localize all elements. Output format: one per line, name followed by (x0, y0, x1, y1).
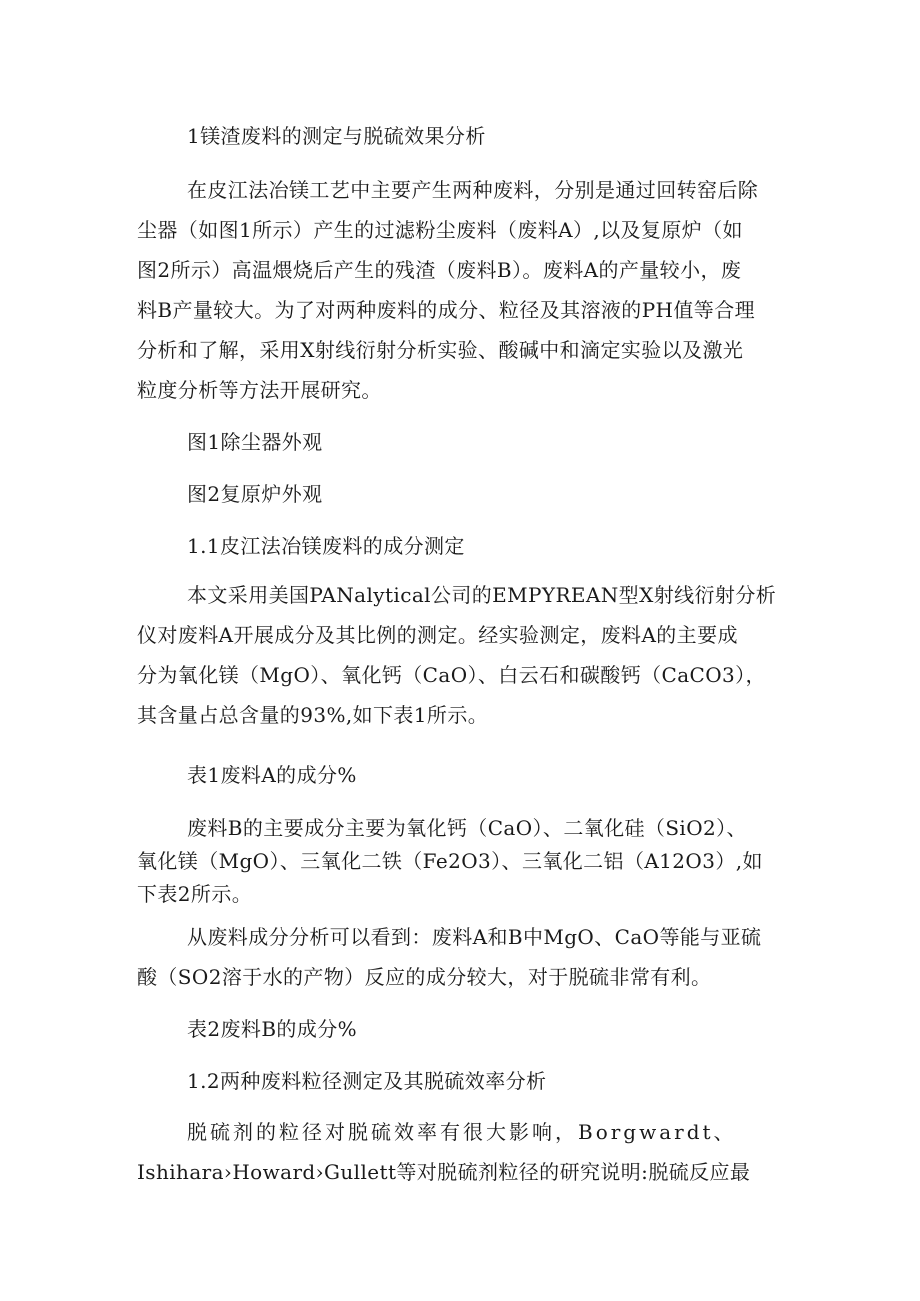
figure-2-caption: 图2复原炉外观 (187, 482, 323, 506)
paragraph-1-line-6: 粒度分析等方法开展研究。 (137, 378, 382, 402)
paragraph-3-line-3: 下表2所示。 (137, 882, 253, 906)
paragraph-1-line-2: 尘器（如图1所示）产生的过滤粉尘废料（废料A）,以及复原炉（如 (137, 218, 743, 242)
paragraph-1-line-3: 图2所示）高温煨烧后产生的残渣（废料B）。废料A的产量较小，废 (137, 258, 742, 282)
section-1-heading: 1镁渣废料的测定与脱硫效果分析 (187, 124, 486, 148)
section-1-1-heading: 1.1皮江法冶镁废料的成分测定 (187, 534, 465, 558)
paragraph-1-line-1: 在皮江法冶镁工艺中主要产生两种废料，分别是通过回转窑后除 (187, 178, 759, 202)
paragraph-1-line-4: 料B产量较大。为了对两种废料的成分、粒径及其溶液的PH值等合理 (137, 298, 755, 322)
paragraph-5-line-1: 脱硫剂的粒径对脱硫效率有很大影响，Borgwardt、 (187, 1120, 737, 1144)
paragraph-1-line-5: 分析和了解，采用X射线衍射分析实验、酸碱中和滴定实验以及激光 (137, 338, 744, 362)
paragraph-3-line-2: 氧化镁（MgO）、三氧化二铁（Fe2O3）、三氧化二铝（A12O3）,如 (137, 849, 763, 873)
paragraph-5-line-2: Ishihara›Howard›Gullett等对脱硫剂粒径的研究说明:脱硫反应最 (137, 1160, 751, 1184)
paragraph-2-line-1: 本文采用美国PANalytical公司的EMPYREAN型X射线衍射分析 (187, 583, 777, 607)
paragraph-2-line-3: 分为氧化镁（MgO）、氧化钙（CaO）、白云石和碳酸钙（CaCO3）， (137, 663, 766, 687)
paragraph-2-line-4: 其含量占总含量的93%,如下表1所示。 (137, 703, 489, 727)
section-1-2-heading: 1.2两种废料粒径测定及其脱硫效率分析 (187, 1069, 547, 1093)
table-2-caption: 表2废料B的成分% (187, 1017, 358, 1041)
paragraph-3-line-1: 废料B的主要成分主要为氧化钙（CaO）、二氧化硅（SiO2）、 (187, 816, 747, 840)
paragraph-4-line-1: 从废料成分分析可以看到：废料A和B中MgO、CaO等能与亚硫 (187, 925, 762, 949)
paragraph-2-line-2: 仪对废料A开展成分及其比例的测定。经实验测定，废料A的主要成 (137, 623, 738, 647)
paragraph-4-line-2: 酸（SO2溶于水的产物）反应的成分较大，对于脱硫非常有利。 (137, 965, 712, 989)
table-1-caption: 表1废料A的成分% (187, 763, 357, 787)
figure-1-caption: 图1除尘器外观 (187, 430, 323, 454)
